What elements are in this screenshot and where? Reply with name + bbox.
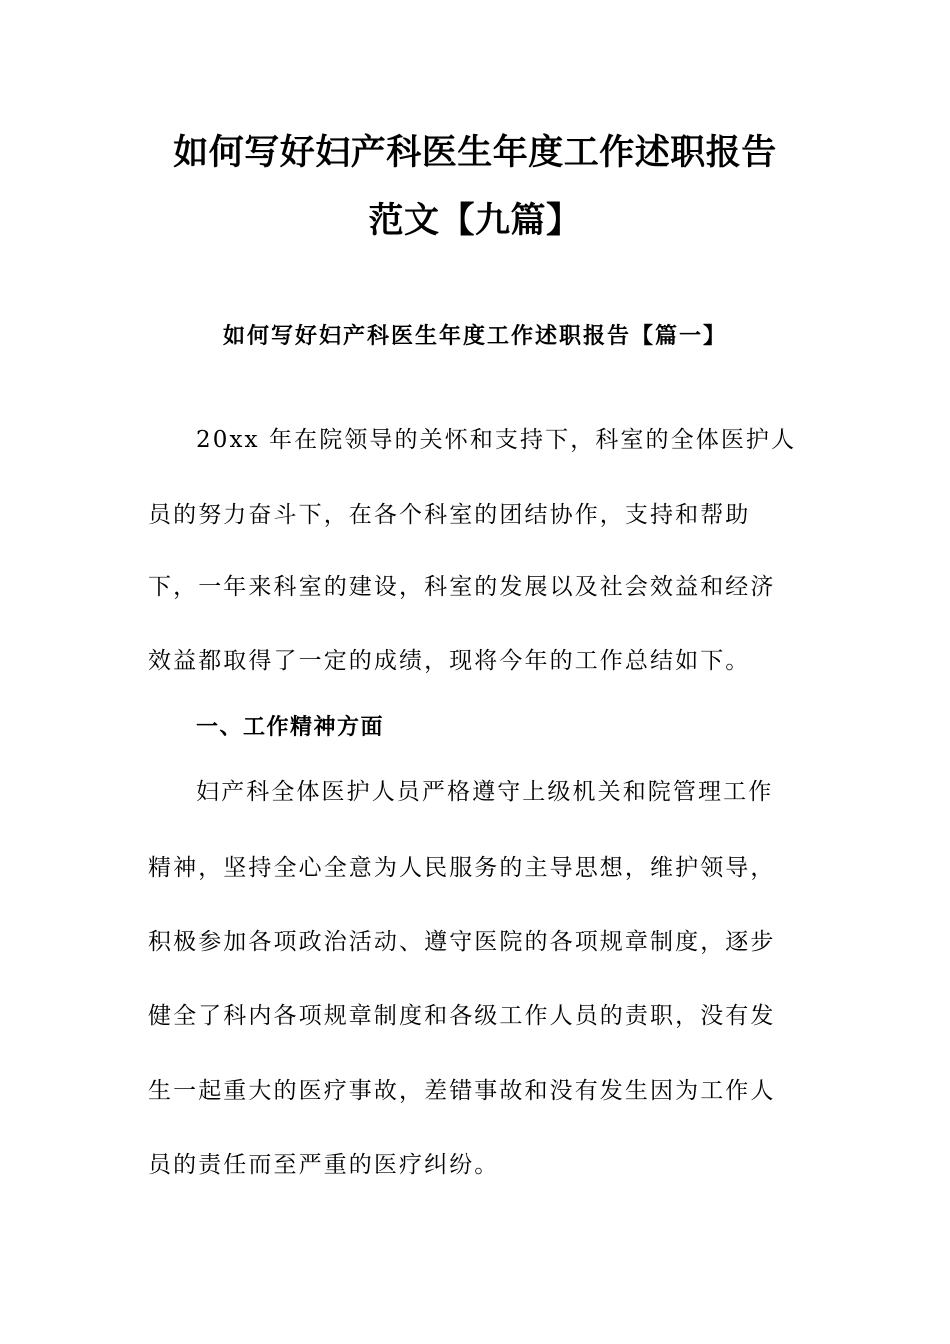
section-heading: 一、工作精神方面 [196,715,385,740]
paragraph-2-line-4: 健全了科内各项规章制度和各级工作人员的责职，没有发 [148,1003,776,1029]
paragraph-2-line-3: 积极参加各项政治活动、遵守医院的各项规章制度，逐步 [148,929,776,955]
paragraph-2-line-2: 精神，坚持全心全意为人民服务的主导思想，维护领导， [148,855,776,881]
section-subtitle: 如何写好妇产科医生年度工作述职报告【篇一】 [222,324,727,349]
paragraph-1-line-2: 员的努力奋斗下，在各个科室的团结协作，支持和帮助 [148,502,751,528]
document-title-line-1: 如何写好妇产科医生年度工作述职报告 [173,133,777,173]
paragraph-1-line-4: 效益都取得了一定的成绩，现将今年的工作总结如下。 [148,648,751,674]
paragraph-2-line-5: 生一起重大的医疗事故，差错事故和没有发生因为工作人 [148,1078,776,1104]
paragraph-1-line-1: 20xx 年在院领导的关怀和支持下，科室的全体医护人 [196,427,797,453]
paragraph-1-line-3: 下，一年来科室的建设，科室的发展以及社会效益和经济 [148,574,776,600]
paragraph-2-line-1: 妇产科全体医护人员严格遵守上级机关和院管理工作 [196,779,774,805]
document-title-line-2: 范文【九篇】 [368,201,582,241]
paragraph-2-line-6: 员的责任而至严重的医疗纠纷。 [148,1152,500,1178]
